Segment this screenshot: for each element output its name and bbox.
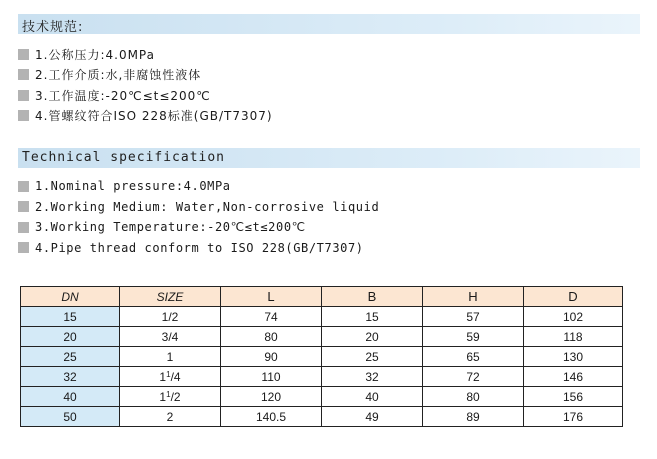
cell-dn: 20	[21, 327, 120, 347]
list-item: 2.Working Medium: Water,Non-corrosive liquid	[18, 197, 379, 218]
cell-l: 74	[221, 307, 322, 327]
table-header-row	[21, 287, 623, 307]
cell-l: 120	[221, 387, 322, 407]
cell-d: 176	[524, 407, 623, 427]
cell-d: 102	[524, 307, 623, 327]
bullet-square-icon	[18, 181, 29, 192]
cell-h: 89	[423, 407, 524, 427]
cell-b: 32	[322, 367, 423, 387]
cell-size: 1/2	[120, 307, 221, 327]
list-item: 4.管螺纹符合ISO 228标准(GB/T7307)	[18, 106, 273, 127]
cell-h: 57	[423, 307, 524, 327]
cell-dn: 25	[21, 347, 120, 367]
dimension-table	[20, 286, 623, 427]
table-row	[21, 327, 623, 347]
header-size: SIZE	[120, 287, 221, 307]
bullet-square-icon	[18, 90, 29, 101]
cell-dn: 40	[21, 387, 120, 407]
cell-dn: 50	[21, 407, 120, 427]
cell-h: 72	[423, 367, 524, 387]
zh-spec-list	[18, 44, 273, 126]
header-b: B	[322, 287, 423, 307]
list-item: 3.Working Temperature:-20℃≤t≤200℃	[18, 217, 379, 238]
bullet-square-icon	[18, 201, 29, 212]
header-d: D	[524, 287, 623, 307]
table-row	[21, 367, 623, 387]
cell-d: 146	[524, 367, 623, 387]
table-row	[21, 347, 623, 367]
cell-h: 65	[423, 347, 524, 367]
cell-size: 1	[120, 347, 221, 367]
header-l: L	[221, 287, 322, 307]
cell-b: 49	[322, 407, 423, 427]
bullet-square-icon	[18, 222, 29, 233]
table-row	[21, 307, 623, 327]
cell-l: 110	[221, 367, 322, 387]
zh-title-band	[18, 14, 640, 34]
list-item: 1.公称压力:4.0MPa	[18, 44, 273, 65]
cell-size: $1^1/2$	[120, 387, 221, 407]
bullet-square-icon	[18, 110, 29, 121]
cell-l: 140.5	[221, 407, 322, 427]
cell-b: 20	[322, 327, 423, 347]
cell-size: 3/4	[120, 327, 221, 347]
en-spec-title: Technical specification	[22, 150, 226, 165]
cell-size: 2	[120, 407, 221, 427]
list-item: 1.Nominal pressure:4.0MPa	[18, 176, 379, 197]
list-item: 4.Pipe thread conform to ISO 228(GB/T7307)	[18, 238, 379, 259]
bullet-square-icon	[18, 69, 29, 80]
header-dn: DN	[21, 287, 120, 307]
bullet-square-icon	[18, 242, 29, 253]
list-item: 3.工作温度:-20℃≤t≤200℃	[18, 85, 273, 106]
cell-dn: 32	[21, 367, 120, 387]
cell-l: 90	[221, 347, 322, 367]
cell-b: 25	[322, 347, 423, 367]
en-spec-list	[18, 176, 379, 258]
header-h: H	[423, 287, 524, 307]
list-item: 2.工作介质:水,非腐蚀性液体	[18, 65, 273, 86]
cell-size: $1^1/4$	[120, 367, 221, 387]
cell-h: 59	[423, 327, 524, 347]
zh-spec-title: 技术规范:	[22, 20, 84, 35]
cell-d: 130	[524, 347, 623, 367]
table-row	[21, 407, 623, 427]
cell-dn: 15	[21, 307, 120, 327]
bullet-square-icon	[18, 49, 29, 60]
cell-d: 118	[524, 327, 623, 347]
table-row	[21, 387, 623, 407]
cell-d: 156	[524, 387, 623, 407]
cell-b: 15	[322, 307, 423, 327]
cell-b: 40	[322, 387, 423, 407]
cell-l: 80	[221, 327, 322, 347]
cell-h: 80	[423, 387, 524, 407]
